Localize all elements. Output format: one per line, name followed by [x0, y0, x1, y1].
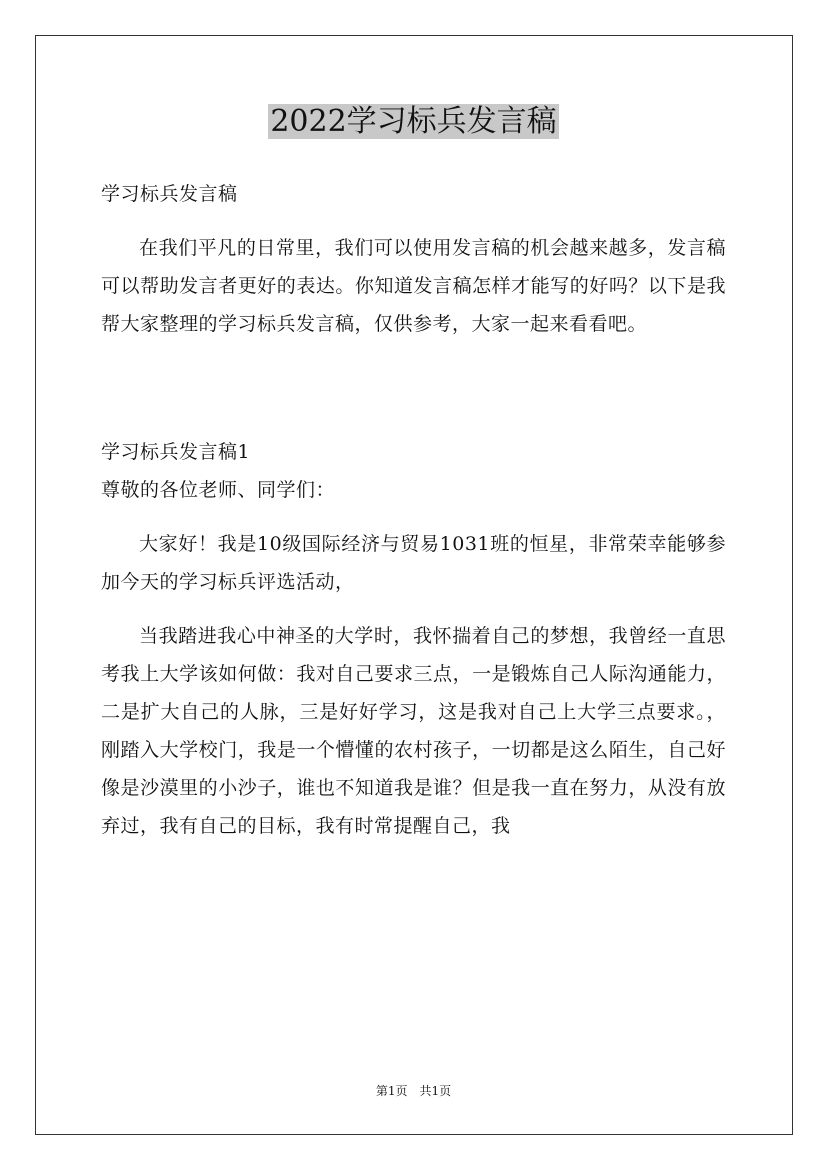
salutation: 尊敬的各位老师、同学们：: [101, 479, 336, 501]
document-title: [0, 100, 827, 144]
document-body: [101, 175, 726, 861]
document-title-text: 2022学习标兵发言稿: [270, 104, 557, 139]
section-heading: 学习标兵发言稿1: [101, 441, 251, 463]
intro-paragraph: 在我们平凡的日常里，我们可以使用发言稿的机会越来越多，发言稿可以帮助发言者更好的表达。你知道发言稿怎样才能写的好吗？以下是我帮大家整理的学习标兵发言稿，仅供参考，大家一起来看看吧。: [101, 237, 726, 335]
body-paragraph-2: 当我踏进我心中神圣的大学时，我怀揣着自己的梦想，我曾经一直思考我上大学该如何做：我对自己要求三点，一是锻炼自己人际沟通能力，二是扩大自己的人脉，三是好好学习，这是我对自己上大学三点要求。，刚踏入大学校门，我是一个懵懂的农村孩子，一切都是这么陌生，自己好像是沙漠里的小沙子，谁也不知道我是谁？但是我一直在努力，从没有放弃过，我有自己的目标，我有时常提醒自己，我: [101, 625, 726, 837]
document-subtitle: 学习标兵发言稿: [101, 183, 238, 205]
page-footer: 第1页 共1页: [375, 1084, 452, 1098]
section-spacer: [101, 359, 726, 433]
body-paragraph-1: 大家好！我是10级国际经济与贸易1031班的恒星，非常荣幸能够参加今天的学习标兵评选活动，: [101, 533, 726, 593]
